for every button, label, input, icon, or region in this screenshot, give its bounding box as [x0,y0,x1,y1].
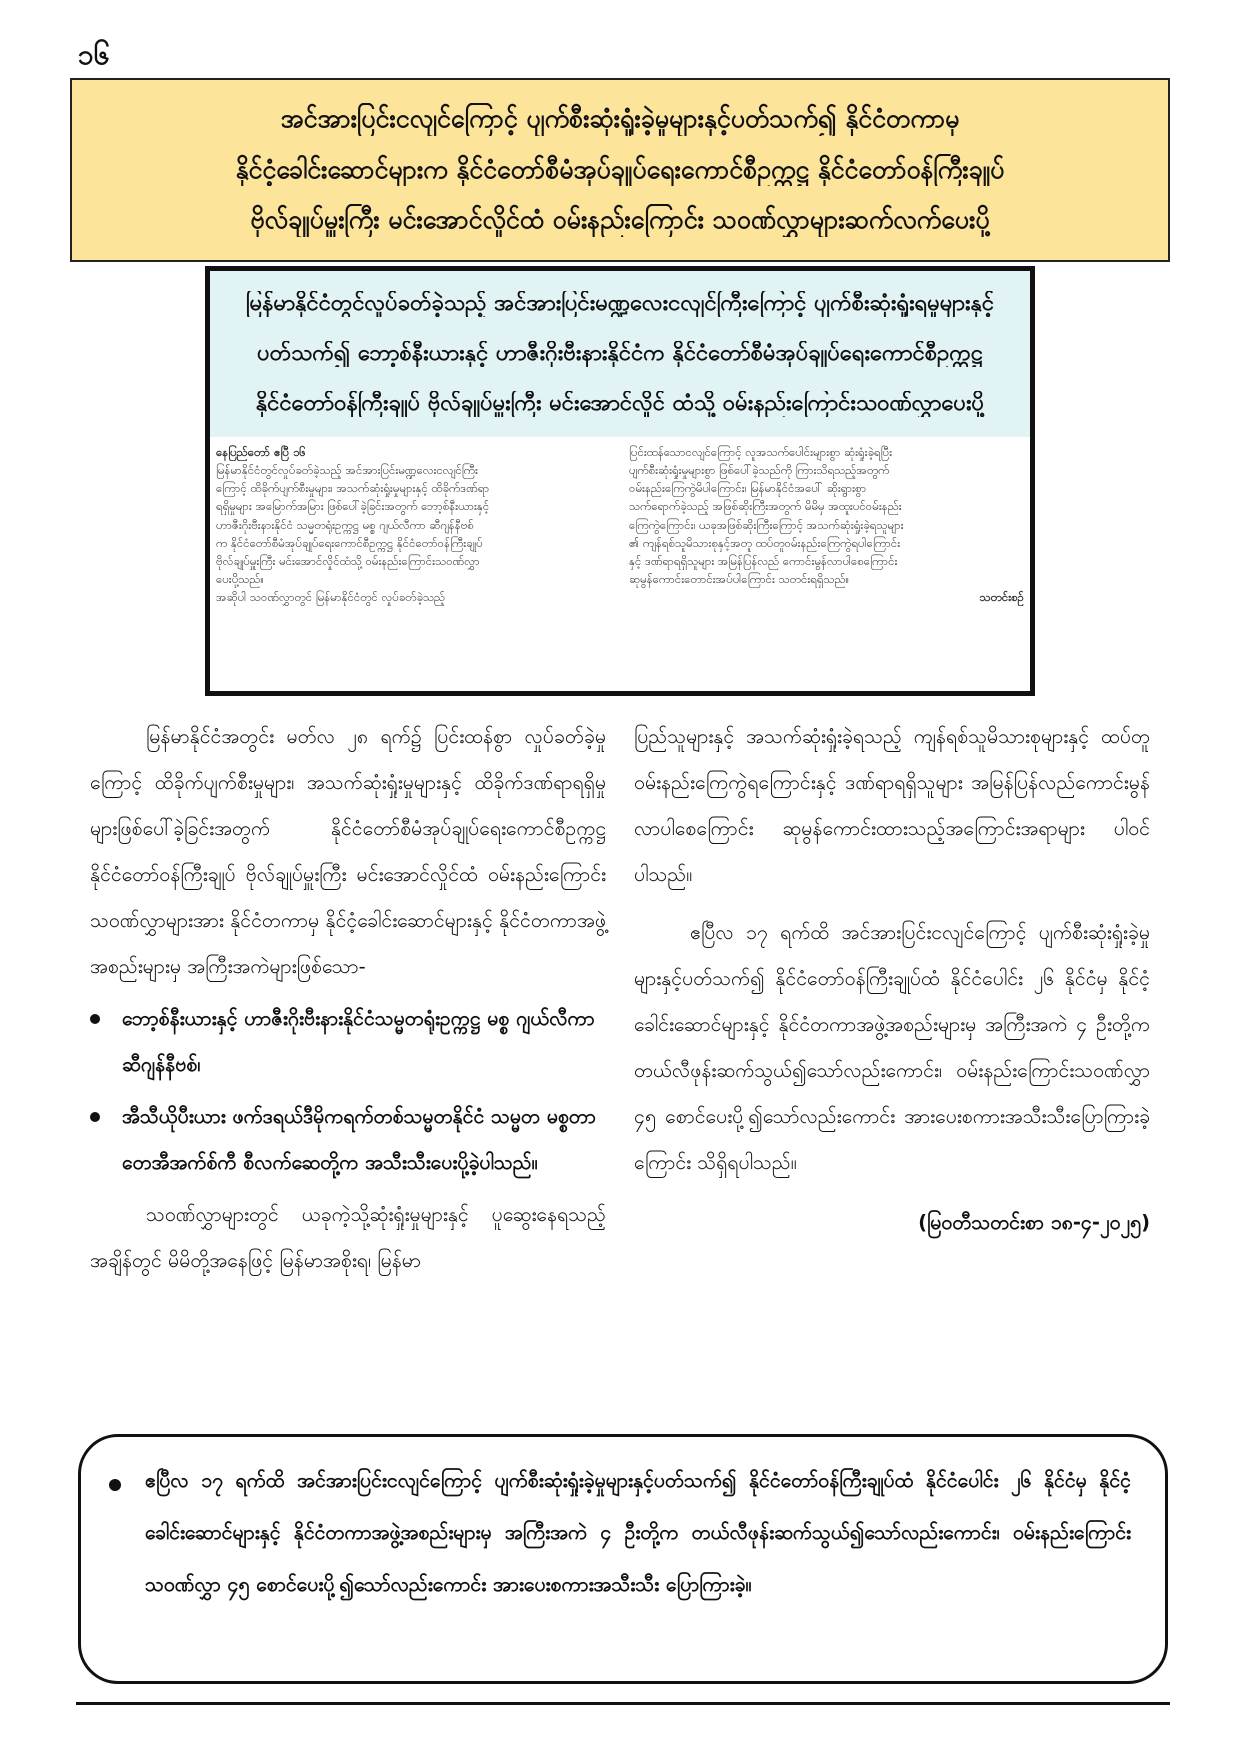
clipping-dateline: နေပြည်တော် ဧပြီ ၁၆ [216,445,306,459]
headline-line-1: အင်အားပြင်းငလျင်ကြောင့် ပျက်စီးဆုံးရှုံးခဲ့မှုများနှင့်ပတ်သက်၍ နိုင်ငံတကာမှ [280,104,960,134]
clipping-headline [210,271,1030,437]
clipping-text-line: နှင့် ဒဏ်ရာရရှိသူများ အမြန်ပြန်လည် ကောင်းမွန်လာပါစေကြောင်း [629,553,898,568]
article-left-column [90,714,606,1284]
clipping-left-column [216,443,611,606]
article-source: (မြဝတီသတင်းစာ ၁၈-၄-၂၀၂၅) [918,1211,1150,1234]
clipping-text-line: အဆိုပါ သဝဏ်လွှာတွင် မြန်မာနိုင်ငံတွင် လှုပ်ခတ်ခဲ့သည့် [216,590,446,605]
clipping-text-line: ပြင်းထန်သောငလျင်ကြောင့် လူအသက်ပေါင်းများစွာ ဆုံးရှုံးခဲ့ရပြီး [629,445,893,459]
clipping-text-line: ဟာဇီးဂိုးဗီးနားနိုင်ငံ သမ္မတရုံးဥက္ကဋ္ဌ မစ္စ ဂျယ်လီကာ ဆီဂျန်နီဗစ် [216,517,474,532]
summary-box [78,1434,1168,1684]
clipping-text-line: ပျက်စီးဆုံးရှုံးမှုများစွာ ဖြစ်ပေါ်ခဲ့သည်ကို ကြားသိရသည့်အတွက် [629,463,890,478]
clipping-source: သတင်းစဉ် [979,590,1024,605]
dignitary-text: အီသီယိုပီးယား ဖက်ဒရယ်ဒီမိုကရက်တစ်သမ္မတနိုင်ငံ သမ္မတ မစ္စတာ တေအီအက်စ်ကီ စီလက်ဆေတို့က အသီးသီးပေးပို့ခဲ့ပါသည်။ [122,1105,596,1174]
dignitary-item-2 [90,1094,606,1186]
clipping-text-line: ကြေကွဲကြောင်း၊ ယခုအဖြစ်ဆိုးကြီးကြောင့် အသက်ဆုံးရှုံးခဲ့ရသူများ [629,517,904,532]
clipping-headline-line-1: မြန်မာနိုင်ငံတွင်လှုပ်ခတ်ခဲ့သည့် အင်အားပြင်းမဏ္ဍလေးငလျင်ကြီးကြောင့် ပျက်စီးဆုံးရှုံးရမှုများနှင့် [245,290,995,316]
headline-line-2: နိုင်ငံ့ခေါင်းဆောင်များက နိုင်ငံတော်စီမံအုပ်ချုပ်ရေးကောင်စီဥက္ကဋ္ဌ နိုင်ငံတော်ဝန်ကြီးချုပ် [235,154,1005,184]
clipping-text-line: ကြောင့် ထိခိုက်ပျက်စီးမှုများ၊ အသက်ဆုံးရှုံးမှုများနှင့် ထိခိုက်ဒဏ်ရာ [216,481,490,496]
clipping-text-line: ဝမ်းနည်းကြေကွဲမိပါကြောင်း၊ မြန်မာနိုင်ငံအပေါ် ဆိုးရွားစွာ [629,481,867,496]
article-paragraph-3: ပြည်သူများနှင့် အသက်ဆုံးရှုံးခဲ့ရသည့် ကျန်ရစ်သူမိသားစုများနှင့် ထပ်တူဝမ်းနည်းကြေကွဲရကြောင်းနှင့် ဒဏ်ရာရရှိသူများ အမြန်ပြန်လည်ကောင်းမွန်လာပါစေကြောင်း ဆုမွန်ကောင်းထားသည့်အကြောင်းအရာများ ပါဝင်ပါသည်။ [634,725,1150,886]
clipping-text-line: ဆုမွန်ကောင်းတောင်းအပ်ပါကြောင်း သတင်းရရှိသည်။ [629,572,850,587]
bullet-dot-icon [109,1479,121,1491]
clipping-headline-line-3: နိုင်ငံတော်ဝန်ကြီးချုပ် ဗိုလ်ချုပ်မှူးကြီး မင်းအောင်လှိုင် ထံသို့ ဝမ်းနည်းကြောင်းသဝဏ်လွှာပေးပို့ [255,390,985,416]
clipping-right-column [629,443,1024,606]
dignitary-item-1 [90,996,606,1088]
clipping-headline-line-2: ပတ်သက်၍ ဘော့စ်နီးယားနှင့် ဟာဇီးဂိုးဗီးနားနိုင်ငံက နိုင်ငံတော်စီမံအုပ်ချုပ်ရေးကောင်စီဥက္ကဋ္ဌ [257,340,983,366]
headline-line-3: ဗိုလ်ချုပ်မှူးကြီး မင်းအောင်လှိုင်ထံ ဝမ်းနည်းကြောင်း သဝဏ်လွှာများဆက်လက်ပေးပို့ [250,205,990,235]
clipping-text-line: မြန်မာနိုင်ငံတွင်လှုပ်ခတ်ခဲ့သည့် အင်အားပြင်းမဏ္ဍလေးငလျင်ကြီး [216,463,478,478]
article-paragraph-2: သဝဏ်လွှာများတွင် ယခုကဲ့သို့ဆုံးရှုံးမှုများနှင့် ပူဆွေးနေရသည့်အချိန်တွင် မိမိတို့အနေဖြင့် မြန်မာအစိုးရ၊ မြန်မာ [90,1203,606,1272]
clipping-text-line: သက်ရောက်ခဲ့သည့် အဖြစ်ဆိုးကြီးအတွက် မိမိမှ အထူးပင်ဝမ်းနည်း [629,499,902,514]
clipping-body [210,437,1030,606]
footer-rule [76,1702,1170,1705]
page-number: ၁၆ [78,38,110,71]
dignitary-list [90,996,606,1186]
headline-box [70,78,1170,262]
clipping-text-line: က နိုင်ငံတော်စီမံအုပ်ချုပ်ရေးကောင်စီဥက္ကဋ္ဌ နိုင်ငံတော်ဝန်ကြီးချုပ် [216,535,483,550]
clipping-text-line: ရရှိမှုများ အမြောက်အမြား ဖြစ်ပေါ်ခဲ့ခြင်းအတွက် ဘော့စ်နီးယားနှင့် [216,499,490,514]
article-paragraph-4: ဧပြီလ ၁၇ ရက်ထိ အင်အားပြင်းငလျင်ကြောင့် ပျက်စီးဆုံးရှုံးခဲ့မှုများနှင့်ပတ်သက်၍ နိုင်ငံတော်ဝန်ကြီးချုပ်ထံ နိုင်ငံပေါင်း ၂၆ နိုင်ငံမှ နိုင်ငံ့ခေါင်းဆောင်များနှင့် နိုင်ငံတကာအဖွဲ့အစည်းများမှ အကြီးအကဲ ၄ ဦးတို့က တယ်လီဖုန်းဆက်သွယ်၍သော်လည်းကောင်း၊ ဝမ်းနည်းကြောင်းသဝဏ်လွှာ ၄၅ စောင်ပေးပို့၍သော်လည်းကောင်း အားပေးစကားအသီးသီးပြောကြားခဲ့ကြောင်း သိရှိရပါသည်။ [634,921,1150,1174]
clipping-text-line: ဗိုလ်ချုပ်မှူးကြီး မင်းအောင်လှိုင်ထံသို့ ဝမ်းနည်းကြောင်းသဝဏ်လွှာ [216,553,480,568]
dignitary-text: ဘော့စ်နီးယားနှင့် ဟာဇီးဂိုးဗီးနားနိုင်ငံသမ္မတရုံးဥက္ကဋ္ဌ မစ္စ ဂျယ်လီကာ ဆီဂျန်နီဗစ်၊ [122,1007,595,1076]
newspaper-clipping [205,266,1035,696]
article-right-column [634,714,1150,1246]
summary-text: ဧပြီလ ၁၇ ရက်ထိ အင်အားပြင်းငလျင်ကြောင့် ပျက်စီးဆုံးရှုံးခဲ့မှုများနှင့်ပတ်သက်၍ နိုင်ငံတော်ဝန်ကြီးချုပ်ထံ နိုင်ငံပေါင်း ၂၆ နိုင်ငံမှ နိုင်ငံ့ခေါင်းဆောင်များနှင့် နိုင်ငံတကာအဖွဲ့အစည်းများမှ အကြီးအကဲ ၄ ဦးတို့က တယ်လီဖုန်းဆက်သွယ်၍သော်လည်းကောင်း၊ ဝမ်းနည်းကြောင်းသဝဏ်လွှာ ၄၅ စောင်ပေးပို့၍သော်လည်းကောင်း အားပေးစကားအသီးသီး ပြောကြားခဲ့။ [145,1469,1131,1596]
bullet-dot-icon [90,1112,100,1122]
paragraph-gap [634,898,1150,910]
clipping-text-line: ပေးပို့သည်။ [216,572,264,587]
article-paragraph-1: မြန်မာနိုင်ငံအတွင်း မတ်လ ၂၈ ရက်၌ ပြင်းထန်စွာ လှုပ်ခတ်ခဲ့မှုကြောင့် ထိခိုက်ပျက်စီးမှုများ၊ အသက်ဆုံးရှုံးမှုများနှင့် ထိခိုက်ဒဏ်ရာရရှိမှုများဖြစ်ပေါ်ခဲ့ခြင်းအတွက် နိုင်ငံတော်စီမံအုပ်ချုပ်ရေးကောင်စီဥက္ကဋ္ဌ နိုင်ငံတော်ဝန်ကြီးချုပ် ဗိုလ်ချုပ်မှူးကြီး မင်းအောင်လှိုင်ထံ ဝမ်းနည်းကြောင်း သဝဏ်လွှာများအား နိုင်ငံတကာမှ နိုင်ငံ့ခေါင်းဆောင်များနှင့် နိုင်ငံတကာအဖွဲ့အစည်းများမှ အကြီးအကဲများဖြစ်သော- [90,725,606,978]
bullet-dot-icon [90,1014,100,1024]
clipping-text-line: ၏ ကျန်ရစ်သူမိသားစုနှင့်အတူ ထပ်တူဝမ်းနည်းကြေကွဲရပါကြောင်း [629,535,901,550]
